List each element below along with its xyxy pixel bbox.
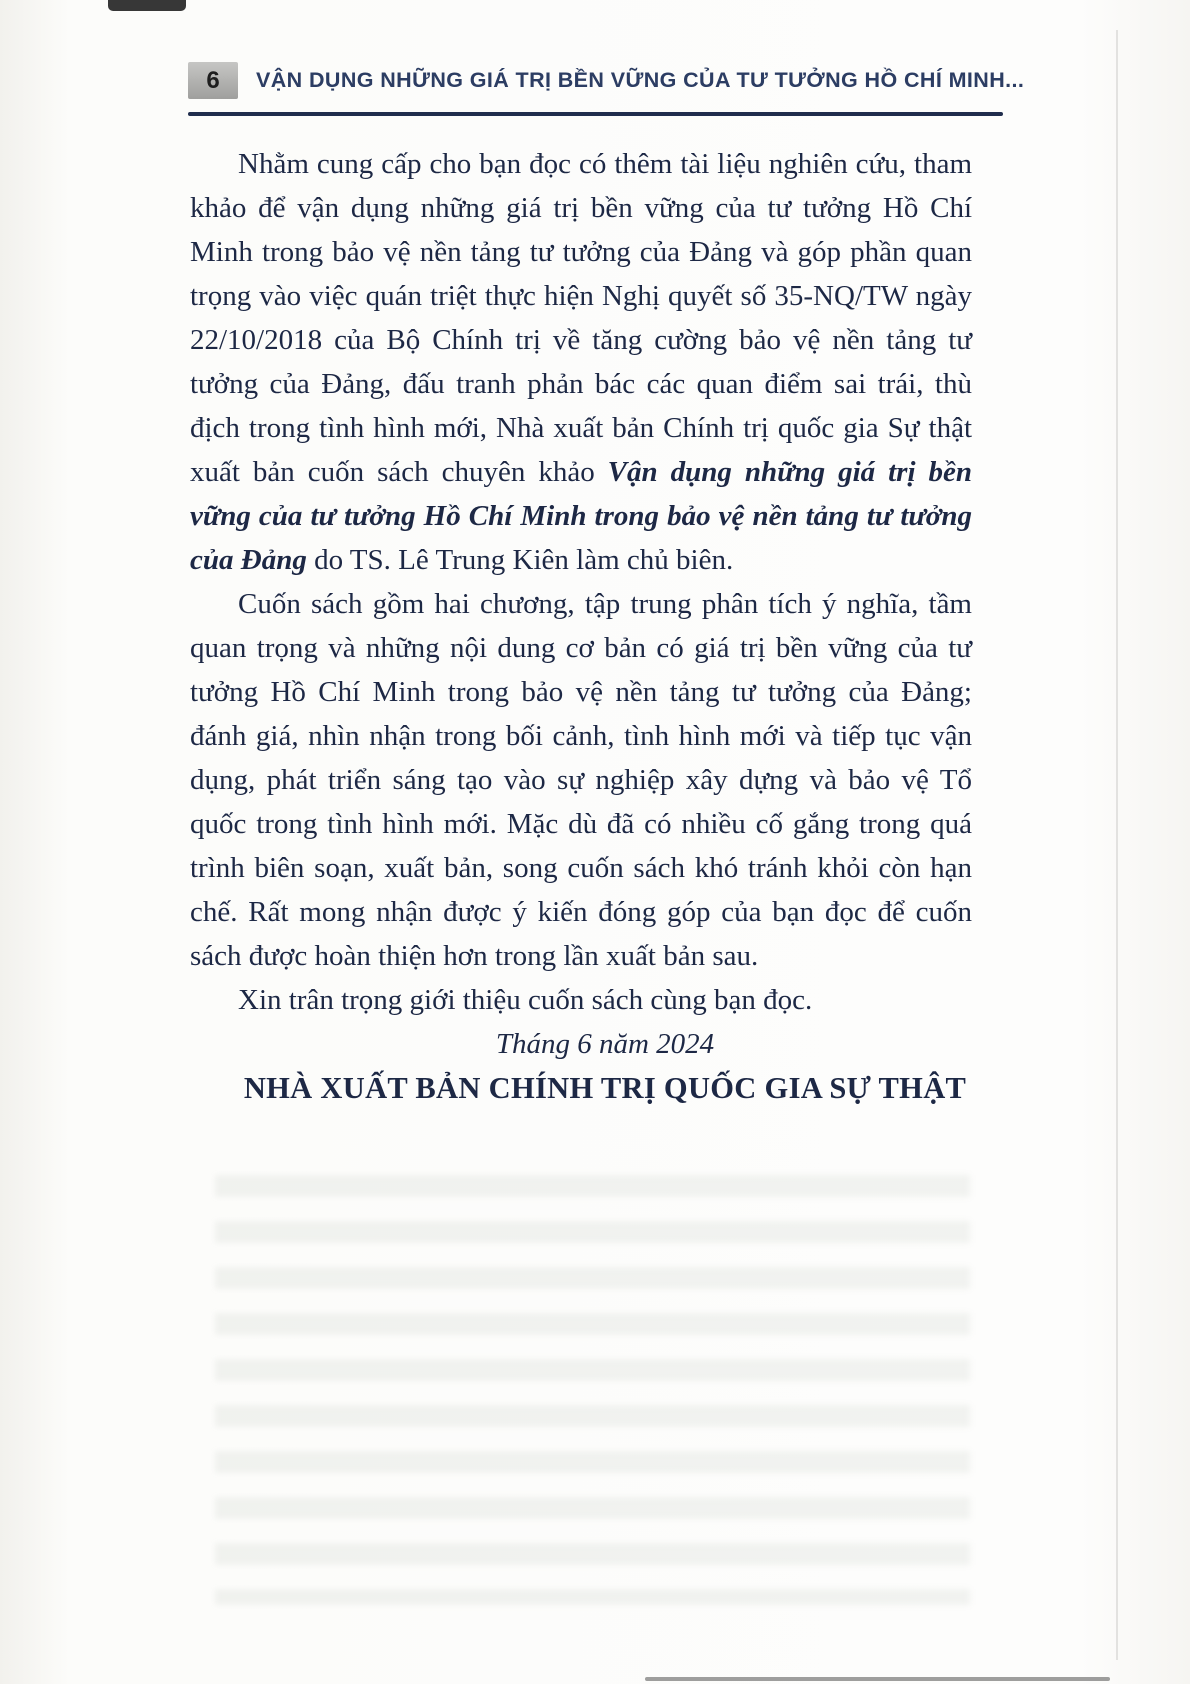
paragraph-closing: Xin trân trọng giới thiệu cuốn sách cùng bạn đọc. bbox=[238, 984, 813, 1016]
running-header-title: VẬN DỤNG NHỮNG GIÁ TRỊ BỀN VỮNG CỦA TƯ TƯỞNG HỒ CHÍ MINH... bbox=[256, 68, 1025, 92]
date-line: Tháng 6 năm 2024 bbox=[495, 1028, 715, 1060]
book-title-emphasis: Vận dụng những giá trị bền vững của tư tưởng Hồ Chí Minh trong bảo vệ nền tảng tư tưởng của Đảng bbox=[190, 456, 972, 576]
paragraph-summary: Cuốn sách gồm hai chương, tập trung phân tích ý nghĩa, tầm quan trọng và những nội dung cơ bản có giá trị bền vững của tư tưởng Hồ Chí Minh trong bảo vệ nền tảng tư tưởng của Đảng; đánh giá, nhìn nhận trong bối cảnh, tình hình mới và tiếp tục vận dụng, phát triển sáng tạo vào sự nghiệp xây dựng và bảo vệ Tổ quốc trong tình hình mới. Mặc dù đã có nhiều cố gắng trong quá trình biên soạn, xuất bản, song cuốn sách khó tránh khỏi còn hạn chế. Rất mong nhận được ý kiến đóng góp của bạn đọc để cuốn sách được hoàn thiện hơn trong lần xuất bản sau. bbox=[190, 588, 972, 972]
scan-bottom-mark bbox=[645, 1677, 1110, 1681]
page-number: 6 bbox=[206, 66, 220, 94]
page-number-badge bbox=[188, 62, 238, 99]
reverse-page-bleed-through bbox=[215, 1175, 970, 1605]
paragraph-intro bbox=[190, 142, 972, 582]
running-header bbox=[188, 62, 1025, 99]
scan-corner-mark bbox=[108, 0, 186, 11]
publisher-name: NHÀ XUẤT BẢN CHÍNH TRỊ QUỐC GIA SỰ THẬT bbox=[243, 1071, 967, 1105]
page-edge-line bbox=[1116, 30, 1118, 1660]
header-rule bbox=[188, 112, 1003, 116]
paragraph-intro-end: do TS. Lê Trung Kiên làm chủ biên. bbox=[306, 544, 734, 576]
page-body bbox=[190, 142, 972, 1110]
paragraph-intro-text: Nhằm cung cấp cho bạn đọc có thêm tài liệu nghiên cứu, tham khảo để vận dụng những giá trị bền vững của tư tưởng Hồ Chí Minh trong bảo vệ nền tảng tư tưởng của Đảng và góp phần quan trọng vào việc quán triệt thực hiện Nghị quyết số 35-NQ/TW ngày 22/10/2018 của Bộ Chính trị về tăng cường bảo vệ nền tảng tư tưởng của Đảng, đấu tranh phản bác các quan điểm sai trái, thù địch trong tình hình mới, Nhà xuất bản Chính trị quốc gia Sự thật xuất bản cuốn sách chuyên khảo bbox=[190, 148, 972, 488]
